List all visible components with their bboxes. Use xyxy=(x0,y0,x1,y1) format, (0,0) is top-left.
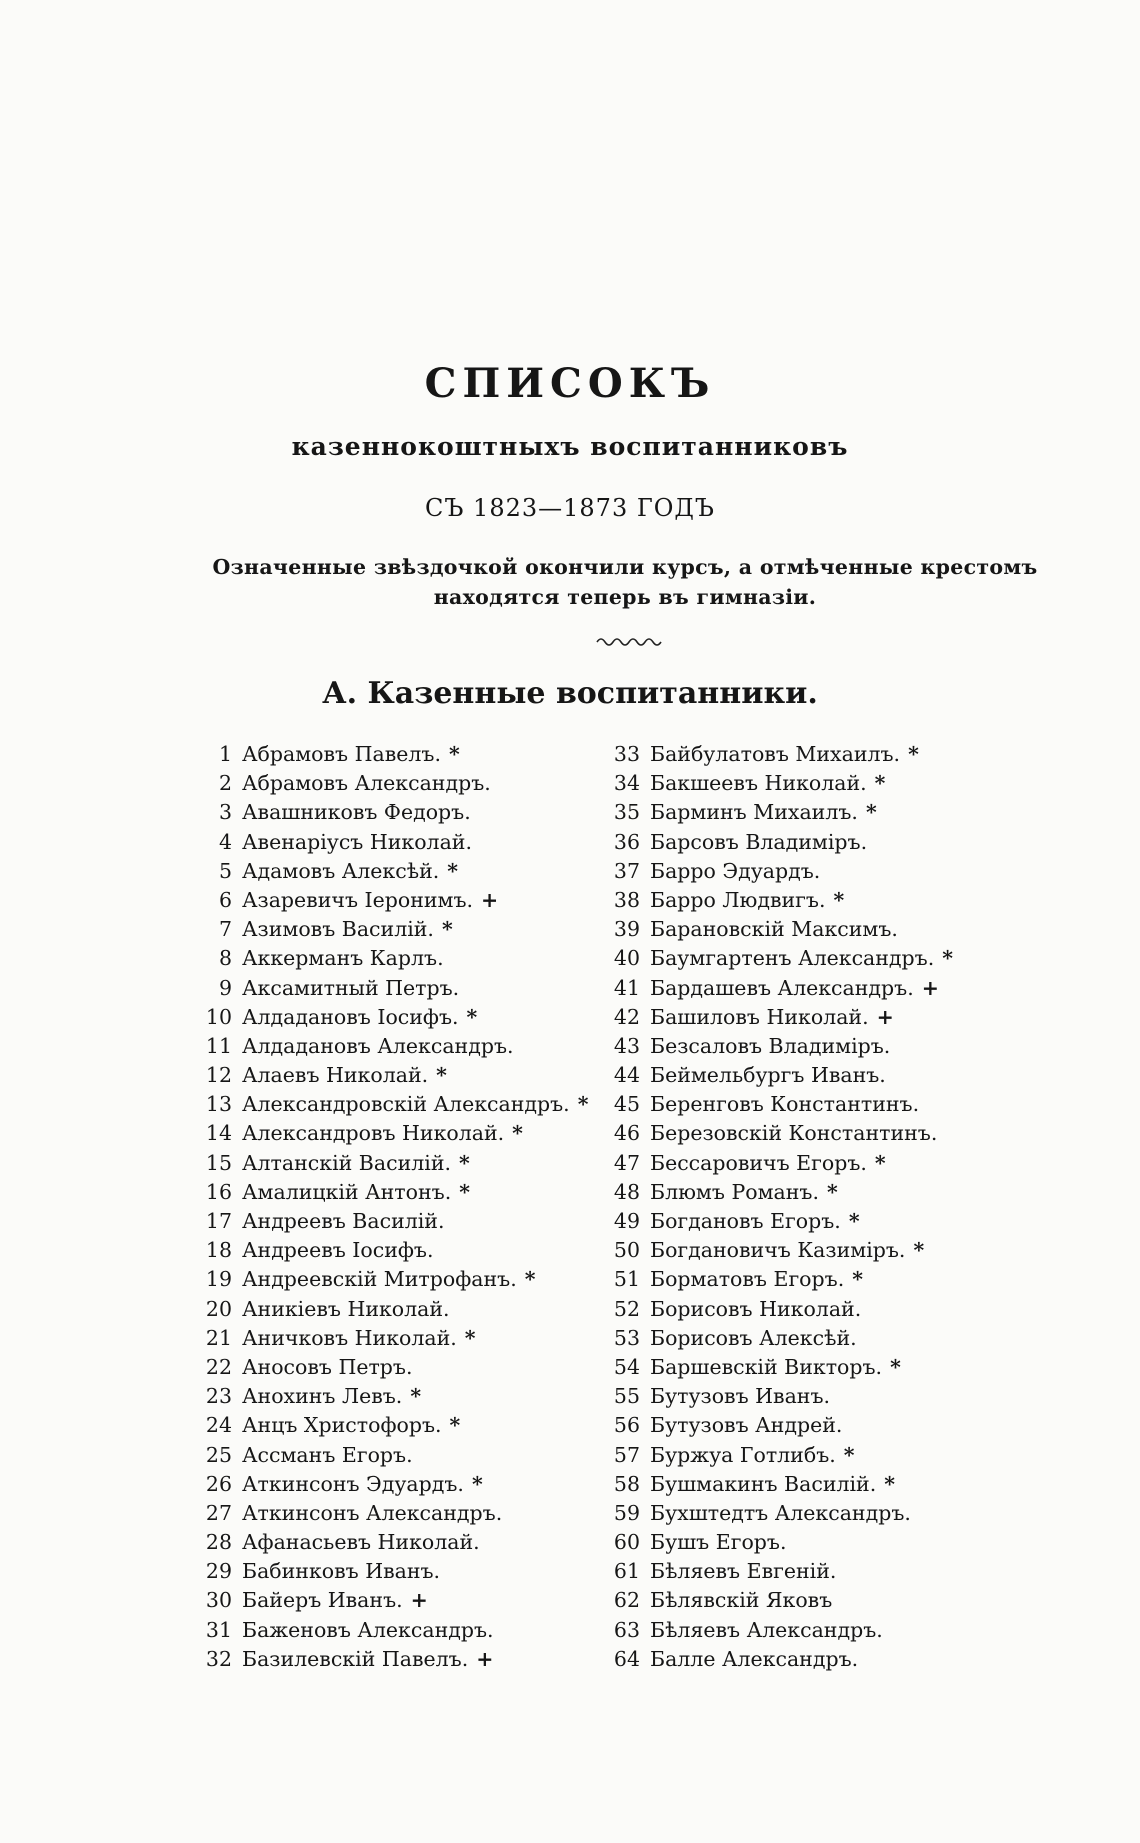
list-item xyxy=(192,769,592,798)
list-item-number: 41 xyxy=(613,975,640,1000)
list-item xyxy=(600,1265,1020,1294)
list-item-name: Блюмъ Романъ. xyxy=(650,1179,819,1204)
list-item-name: Беймельбургъ Иванъ. xyxy=(650,1063,886,1088)
asterisk-mark: * xyxy=(449,1413,461,1438)
list-item-number: 12 xyxy=(205,1063,232,1088)
list-item-name: Бессаровичъ Егоръ. xyxy=(650,1150,867,1175)
list-item-number: 13 xyxy=(205,1092,232,1117)
list-item-number: 57 xyxy=(613,1442,640,1467)
list-item-name: Байбулатовъ Михаилъ. xyxy=(650,742,901,766)
list-item xyxy=(192,1645,592,1674)
list-item-number: 63 xyxy=(613,1617,640,1642)
list-item-number: 38 xyxy=(613,887,640,912)
list-item-name: Балле Александръ. xyxy=(650,1646,859,1671)
list-item-number: 26 xyxy=(205,1471,232,1496)
decorative-divider xyxy=(595,636,665,648)
list-item-number: 59 xyxy=(613,1500,640,1525)
list-item xyxy=(600,1528,1020,1557)
list-item-number: 8 xyxy=(218,946,232,971)
list-item-name: Базилевскій Павелъ. xyxy=(242,1646,469,1671)
asterisk-mark: * xyxy=(577,1092,589,1117)
cross-mark: + xyxy=(476,1646,494,1671)
list-item-number: 16 xyxy=(205,1179,232,1204)
list-item-number: 3 xyxy=(218,800,232,825)
asterisk-mark: * xyxy=(410,1384,422,1409)
list-item-name: Байеръ Иванъ. xyxy=(242,1588,403,1613)
list-item-name: Барановскій Максимъ. xyxy=(650,917,898,942)
list-item xyxy=(192,1090,592,1119)
asterisk-mark: * xyxy=(833,887,845,912)
list-item-name: Барминъ Михаилъ. xyxy=(650,800,858,825)
list-item-name: Буржуа Готлибъ. xyxy=(650,1442,836,1467)
list-item xyxy=(600,1411,1020,1440)
list-item-name: Азимовъ Василій. xyxy=(242,917,434,942)
list-item-name: Авашниковъ Федоръ. xyxy=(242,800,471,825)
list-item-name: Бѣляевъ Александръ. xyxy=(650,1617,883,1642)
list-item-number: 5 xyxy=(218,858,232,883)
list-item-name: Анохинъ Левъ. xyxy=(242,1384,403,1409)
list-item-name: Аккерманъ Карлъ. xyxy=(242,946,444,971)
list-item-name: Безсаловъ Владиміръ. xyxy=(650,1033,891,1058)
list-item xyxy=(192,1207,592,1236)
list-item xyxy=(600,944,1020,973)
list-item-name: Борматовъ Егоръ. xyxy=(650,1267,845,1292)
list-item-name: Башиловъ Николай. xyxy=(650,1004,869,1029)
asterisk-mark: * xyxy=(848,1209,860,1233)
list-item-number: 52 xyxy=(613,1296,640,1321)
list-item-name: Бушъ Егоръ. xyxy=(650,1530,787,1555)
list-item-number: 7 xyxy=(218,917,232,942)
list-item-number: 50 xyxy=(613,1238,640,1263)
list-item-number: 11 xyxy=(205,1033,232,1058)
list-item-number: 37 xyxy=(613,858,640,883)
asterisk-mark: * xyxy=(459,1179,470,1204)
list-item xyxy=(600,1236,1020,1265)
list-item-name: Андреевъ Василій. xyxy=(242,1209,445,1233)
list-item-number: 18 xyxy=(205,1238,232,1263)
list-item-name: Алаевъ Николай. xyxy=(242,1063,429,1088)
asterisk-mark: * xyxy=(524,1267,536,1292)
list-item-name: Алтанскій Василій. xyxy=(242,1150,451,1175)
page-subtitle: казеннокоштныхъ воспитанниковъ xyxy=(291,432,849,461)
list-item-name: Аткинсонъ Александръ. xyxy=(242,1500,503,1525)
list-item xyxy=(600,1470,1020,1499)
list-item xyxy=(600,1119,1020,1148)
list-item xyxy=(600,1586,1020,1615)
section-title: А. Казенные воспитанники. xyxy=(322,676,818,711)
list-item xyxy=(192,857,592,886)
cross-mark: + xyxy=(921,975,939,1000)
list-item xyxy=(600,1353,1020,1382)
cross-mark: + xyxy=(481,887,499,912)
list-item-name: Баумгартенъ Александръ. xyxy=(650,946,935,971)
list-item-number: 64 xyxy=(613,1646,640,1671)
list-item xyxy=(192,1382,592,1411)
list-item xyxy=(192,740,592,769)
list-item-number: 20 xyxy=(205,1296,232,1321)
list-item-name: Борисовъ Алексѣй. xyxy=(650,1325,857,1350)
asterisk-mark: * xyxy=(884,1471,895,1496)
list-item-number: 17 xyxy=(205,1209,232,1233)
list-item-name: Барро Эдуардъ. xyxy=(650,858,821,883)
list-item-number: 62 xyxy=(613,1588,640,1613)
list-item-name: Алдадановъ Александръ. xyxy=(242,1033,514,1058)
left-column xyxy=(192,740,592,1674)
list-item-name: Бутузовъ Иванъ. xyxy=(650,1384,831,1409)
list-item xyxy=(600,1616,1020,1645)
list-item-number: 24 xyxy=(205,1413,232,1438)
list-item xyxy=(192,1236,592,1265)
list-item-number: 33 xyxy=(613,742,640,766)
list-item xyxy=(192,944,592,973)
list-item-name: Бѣляевъ Евгеній. xyxy=(650,1559,837,1584)
list-item-name: Андреевъ Іосифъ. xyxy=(242,1238,434,1263)
list-item xyxy=(192,1295,592,1324)
asterisk-mark: * xyxy=(448,742,460,766)
list-item xyxy=(600,1149,1020,1178)
list-item xyxy=(192,1178,592,1207)
asterisk-mark: * xyxy=(852,1267,863,1292)
list-item xyxy=(600,1382,1020,1411)
list-item-number: 58 xyxy=(613,1471,640,1496)
list-item xyxy=(600,974,1020,1003)
list-item-name: Богдановичъ Казиміръ. xyxy=(650,1238,906,1263)
list-item-name: Аксамитный Петръ. xyxy=(242,975,460,1000)
list-item xyxy=(192,974,592,1003)
legend-note: Означенные звѣздочкой окончили курсъ, а отмѣченные крестомъ находятся теперь въ гимназіи. xyxy=(212,555,1038,609)
list-item-name: Баршевскій Викторъ. xyxy=(650,1354,883,1379)
list-item-name: Березовскій Константинъ. xyxy=(650,1121,938,1146)
list-item xyxy=(600,740,1020,769)
list-item-number: 19 xyxy=(205,1267,232,1292)
list-item xyxy=(600,769,1020,798)
list-item-number: 21 xyxy=(205,1325,232,1350)
asterisk-mark: * xyxy=(874,1150,886,1175)
list-item-number: 30 xyxy=(205,1588,232,1613)
list-item xyxy=(192,1528,592,1557)
list-item xyxy=(192,1003,592,1032)
list-item xyxy=(192,915,592,944)
list-item-name: Аничковъ Николай. xyxy=(242,1325,457,1350)
list-item-name: Баженовъ Александръ. xyxy=(242,1617,494,1642)
list-item-number: 25 xyxy=(205,1442,232,1467)
list-item xyxy=(192,1265,592,1294)
asterisk-mark: * xyxy=(942,946,953,971)
list-item xyxy=(600,857,1020,886)
list-item xyxy=(600,1032,1020,1061)
list-item-number: 27 xyxy=(205,1500,232,1525)
asterisk-mark: * xyxy=(464,1325,476,1350)
list-item-name: Бардашевъ Александръ. xyxy=(650,975,914,1000)
list-item-name: Ассманъ Егоръ. xyxy=(242,1442,413,1467)
list-item-number: 34 xyxy=(613,771,640,796)
list-item xyxy=(600,1499,1020,1528)
list-item-number: 32 xyxy=(205,1646,232,1671)
list-item-name: Александровъ Николай. xyxy=(242,1121,505,1146)
list-item-name: Аносовъ Петръ. xyxy=(242,1354,413,1379)
list-item-number: 15 xyxy=(205,1150,232,1175)
list-item xyxy=(192,828,592,857)
list-item xyxy=(192,1557,592,1586)
list-item xyxy=(600,915,1020,944)
list-item-name: Авенаріусъ Николай. xyxy=(242,829,472,854)
list-item-name: Беренговъ Константинъ. xyxy=(650,1092,920,1117)
list-item-name: Бабинковъ Иванъ. xyxy=(242,1559,441,1584)
list-item xyxy=(600,798,1020,827)
list-item-number: 14 xyxy=(205,1121,232,1146)
list-item-number: 23 xyxy=(205,1384,232,1409)
list-item-number: 36 xyxy=(613,829,640,854)
asterisk-mark: * xyxy=(471,1471,483,1496)
asterisk-mark: * xyxy=(843,1442,855,1467)
list-item xyxy=(192,886,592,915)
list-item-name: Аткинсонъ Эдуардъ. xyxy=(242,1471,464,1496)
list-item-number: 48 xyxy=(613,1179,640,1204)
list-item-name: Андреевскій Митрофанъ. xyxy=(242,1267,517,1292)
list-item-number: 46 xyxy=(613,1121,640,1146)
list-item-name: Алдадановъ Іосифъ. xyxy=(242,1004,459,1029)
list-item xyxy=(192,1616,592,1645)
list-item xyxy=(192,1499,592,1528)
asterisk-mark: * xyxy=(908,742,919,766)
list-item-name: Бутузовъ Андрей. xyxy=(650,1413,843,1438)
list-item-number: 45 xyxy=(613,1092,640,1117)
asterisk-mark: * xyxy=(459,1150,470,1175)
list-item-name: Амалицкій Антонъ. xyxy=(242,1179,452,1204)
right-column xyxy=(600,740,1020,1674)
list-item-name: Богдановъ Егоръ. xyxy=(650,1209,841,1233)
list-item xyxy=(192,1324,592,1353)
list-item-number: 39 xyxy=(613,917,640,942)
list-item-number: 40 xyxy=(613,946,640,971)
cross-mark: + xyxy=(410,1588,428,1613)
list-item-name: Аникіевъ Николай. xyxy=(242,1296,450,1321)
list-item xyxy=(600,886,1020,915)
list-item-name: Александровскій Александръ. xyxy=(242,1092,570,1117)
list-item xyxy=(192,1032,592,1061)
list-item-name: Адамовъ Алексѣй. xyxy=(242,858,440,883)
list-item-name: Абрамовъ Павелъ. xyxy=(242,742,441,766)
page-title: СПИСОКЪ xyxy=(424,360,716,407)
list-item xyxy=(192,1353,592,1382)
list-item-number: 53 xyxy=(613,1325,640,1350)
list-item-number: 28 xyxy=(205,1530,232,1555)
list-item xyxy=(600,1090,1020,1119)
asterisk-mark: * xyxy=(447,858,459,883)
list-item-name: Азаревичъ Іеронимъ. xyxy=(242,887,474,912)
list-item xyxy=(600,1324,1020,1353)
list-item-number: 1 xyxy=(218,742,232,766)
asterisk-mark: * xyxy=(865,800,877,825)
list-item-number: 9 xyxy=(218,975,232,1000)
list-item-number: 4 xyxy=(218,829,232,854)
list-item-name: Бакшеевъ Николай. xyxy=(650,771,867,796)
list-item xyxy=(600,1207,1020,1236)
list-item-number: 22 xyxy=(205,1354,232,1379)
list-item xyxy=(192,1411,592,1440)
list-item-number: 43 xyxy=(613,1033,640,1058)
asterisk-mark: * xyxy=(512,1121,523,1146)
list-item xyxy=(600,1557,1020,1586)
list-item-name: Барро Людвигъ. xyxy=(650,887,826,912)
list-item-number: 61 xyxy=(613,1559,640,1584)
list-item-name: Бухштедтъ Александръ. xyxy=(650,1500,911,1525)
cross-mark: + xyxy=(876,1004,894,1029)
list-item-name: Афанасьевъ Николай. xyxy=(242,1530,480,1555)
list-item-number: 6 xyxy=(218,887,232,912)
list-item-number: 60 xyxy=(613,1530,640,1555)
list-item xyxy=(192,1119,592,1148)
list-item-name: Бушмакинъ Василій. xyxy=(650,1471,877,1496)
list-item xyxy=(192,798,592,827)
asterisk-mark: * xyxy=(441,917,453,942)
asterisk-mark: * xyxy=(890,1354,901,1379)
list-item-name: Абрамовъ Александръ. xyxy=(242,771,491,796)
list-item xyxy=(192,1061,592,1090)
list-item-number: 10 xyxy=(205,1004,232,1029)
list-item xyxy=(600,1645,1020,1674)
list-item-name: Борисовъ Николай. xyxy=(650,1296,862,1321)
list-item xyxy=(600,1178,1020,1207)
list-item-number: 49 xyxy=(613,1209,640,1233)
list-item-name: Барсовъ Владиміръ. xyxy=(650,829,868,854)
list-item-number: 47 xyxy=(613,1150,640,1175)
list-item-name: Анцъ Христофоръ. xyxy=(242,1413,442,1438)
list-item xyxy=(192,1149,592,1178)
list-item xyxy=(600,828,1020,857)
asterisk-mark: * xyxy=(826,1179,838,1204)
list-item-number: 55 xyxy=(613,1384,640,1409)
list-item xyxy=(600,1295,1020,1324)
list-item xyxy=(600,1003,1020,1032)
list-item xyxy=(192,1470,592,1499)
asterisk-mark: * xyxy=(913,1238,925,1263)
years-heading: СЪ 1823—1873 ГОДЪ xyxy=(425,494,715,522)
list-item-number: 44 xyxy=(613,1063,640,1088)
list-item-name: Бѣлявскій Яковъ xyxy=(650,1588,833,1613)
asterisk-mark: * xyxy=(436,1063,447,1088)
list-item-number: 2 xyxy=(218,771,232,796)
list-item-number: 56 xyxy=(613,1413,640,1438)
list-item-number: 42 xyxy=(613,1004,640,1029)
asterisk-mark: * xyxy=(874,771,886,796)
asterisk-mark: * xyxy=(466,1004,478,1029)
list-item-number: 35 xyxy=(613,800,640,825)
list-item xyxy=(600,1441,1020,1470)
list-item xyxy=(600,1061,1020,1090)
list-item xyxy=(192,1586,592,1615)
list-item xyxy=(192,1441,592,1470)
list-item-number: 29 xyxy=(205,1559,232,1584)
list-item-number: 54 xyxy=(613,1354,640,1379)
list-item-number: 31 xyxy=(205,1617,232,1642)
list-item-number: 51 xyxy=(613,1267,640,1292)
